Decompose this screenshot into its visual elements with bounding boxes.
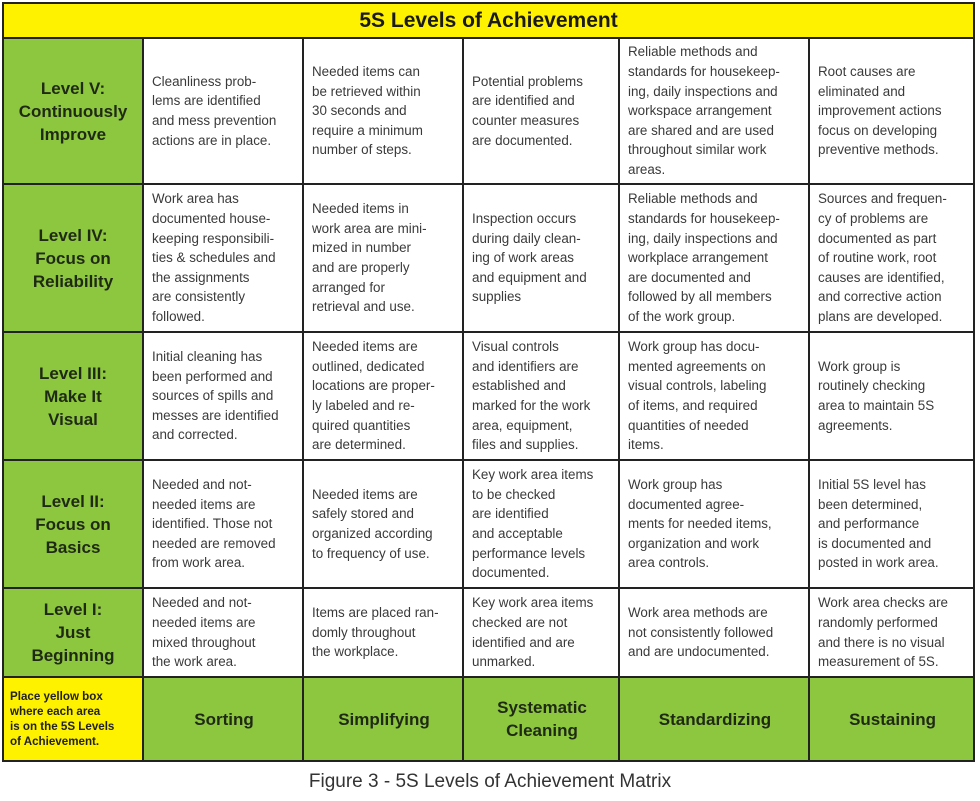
level-label: Level II: Focus on Basics: [3, 460, 143, 588]
table-cell: Sources and frequen- cy of problems are documented as part of routine work, root causes are identified, and corrective action plans are developed.: [809, 184, 974, 332]
level-label: Level III: Make It Visual: [3, 332, 143, 460]
table-row: [3, 332, 974, 460]
table-cell: Work area checks are randomly performed and there is no visual measurement of 5S.: [809, 588, 974, 677]
category-row: [3, 677, 974, 761]
table-cell: Work area has documented house- keeping responsibili- ties & schedules and the assignments are consistently followed.: [143, 184, 303, 332]
table-cell: Items are placed ran- domly throughout the workplace.: [303, 588, 463, 677]
table-cell: Work area methods are not consistently followed and are undocumented.: [619, 588, 809, 677]
level-label: Level IV: Focus on Reliability: [3, 184, 143, 332]
table-cell: Reliable methods and standards for housekeep- ing, daily inspections and workplace arrangement are documented and followed by all members of the work group.: [619, 184, 809, 332]
figure-caption: Figure 3 - 5S Levels of Achievement Matrix: [308, 771, 672, 792]
table-cell: Visual controls and identifiers are established and marked for the work area, equipment, files and supplies.: [463, 332, 619, 460]
table-cell: Initial 5S level has been determined, and performance is documented and posted in work area.: [809, 460, 974, 588]
table-cell: Needed items are outlined, dedicated locations are proper- ly labeled and re- quired quantities are determined.: [303, 332, 463, 460]
table-row: [3, 184, 974, 332]
instruction-note: Place yellow box where each area is on the 5S Levels of Achievement.: [3, 677, 143, 761]
table-row: [3, 588, 974, 677]
category-systematic-cleaning: Systematic Cleaning: [463, 677, 619, 761]
table-cell: Needed items are safely stored and organized according to frequency of use.: [303, 460, 463, 588]
category-simplifying: Simplifying: [303, 677, 463, 761]
table-cell: Initial cleaning has been performed and sources of spills and messes are identified and corrected.: [143, 332, 303, 460]
category-standardizing: Standardizing: [619, 677, 809, 761]
table-cell: Needed and not- needed items are mixed throughout the work area.: [143, 588, 303, 677]
table-cell: Root causes are eliminated and improvement actions focus on developing preventive methods.: [809, 38, 974, 184]
table-row: [3, 460, 974, 588]
table-cell: Key work area items to be checked are identified and acceptable performance levels documented.: [463, 460, 619, 588]
table-cell: Key work area items checked are not identified and are unmarked.: [463, 588, 619, 677]
table-row: [3, 38, 974, 184]
table-cell: Work group is routinely checking area to maintain 5S agreements.: [809, 332, 974, 460]
table-cell: Inspection occurs during daily clean- ing of work areas and equipment and supplies: [463, 184, 619, 332]
table-cell: Work group has docu- mented agreements on visual controls, labeling of items, and required quantities of needed items.: [619, 332, 809, 460]
table-cell: Reliable methods and standards for housekeep- ing, daily inspections and workspace arrangement are shared and are used throughout similar work areas.: [619, 38, 809, 184]
category-sustaining: Sustaining: [809, 677, 974, 761]
table-cell: Cleanliness prob- lems are identified and mess prevention actions are in place.: [143, 38, 303, 184]
table-cell: Needed items in work area are mini- mized in number and are properly arranged for retrieval and use.: [303, 184, 463, 332]
table-cell: Work group has documented agree- ments for needed items, organization and work area controls.: [619, 460, 809, 588]
category-sorting: Sorting: [143, 677, 303, 761]
table-cell: Needed and not- needed items are identified. Those not needed are removed from work area.: [143, 460, 303, 588]
table-cell: Needed items can be retrieved within 30 seconds and require a minimum number of steps.: [303, 38, 463, 184]
level-label: Level I: Just Beginning: [3, 588, 143, 677]
table-cell: Potential problems are identified and counter measures are documented.: [463, 38, 619, 184]
5s-matrix-table: [2, 2, 975, 762]
table-title: 5S Levels of Achievement: [3, 3, 974, 38]
level-label: Level V: Continuously Improve: [3, 38, 143, 184]
